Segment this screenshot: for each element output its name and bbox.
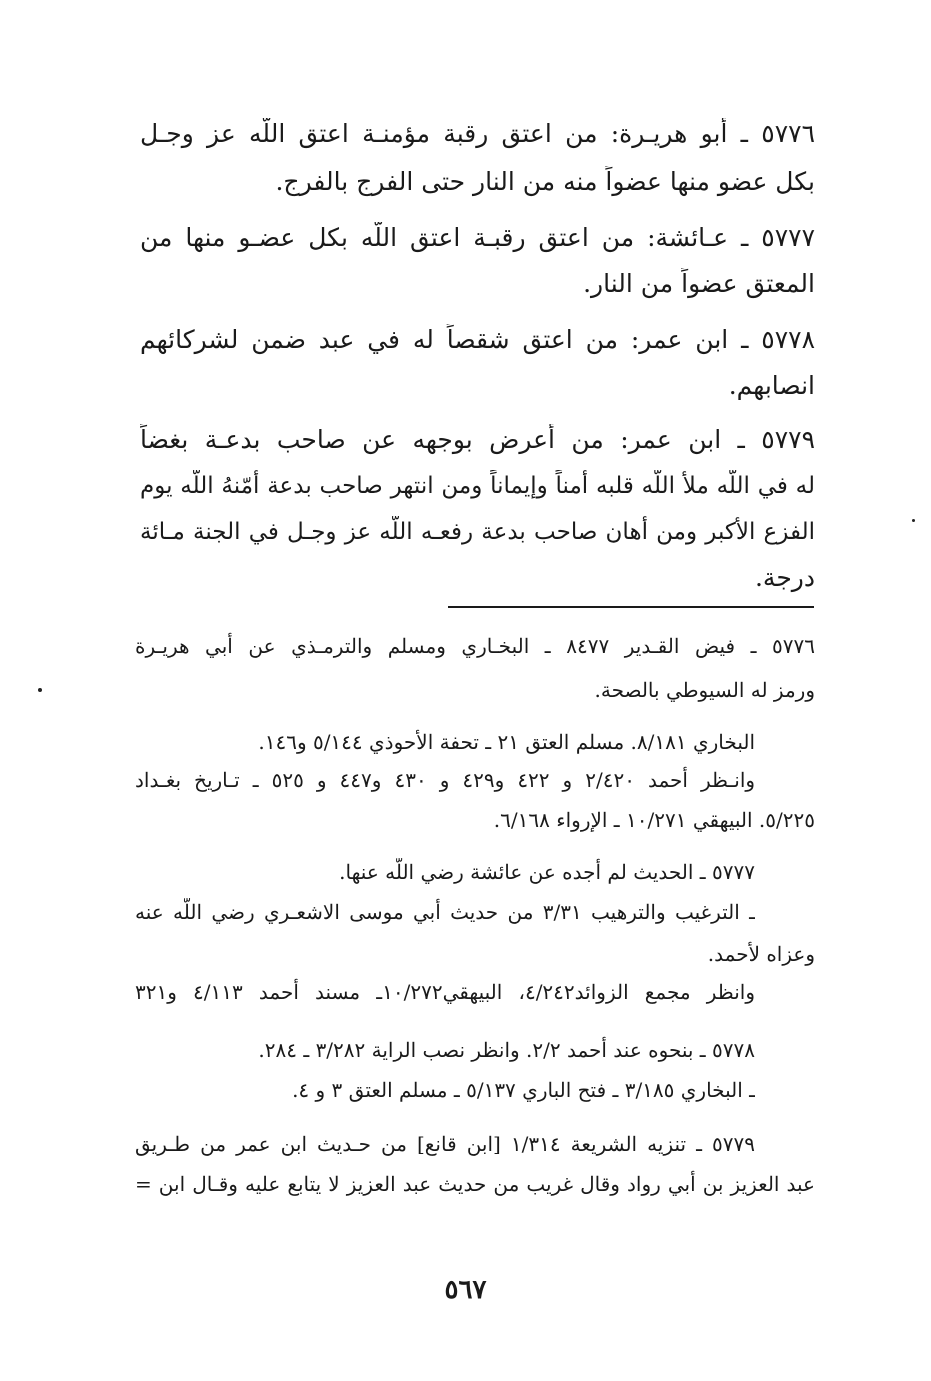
entry-5779-line-1: ٥٧٧٩ ـ ابن عمر: من أعرض بوجهه عن صاحب بدعـة بغضاً <box>140 425 815 454</box>
footnote-separator <box>448 606 814 608</box>
page-number: ٥٦٧ <box>444 1275 487 1305</box>
scan-speck <box>38 688 42 692</box>
entry-5776-line-1: ٥٧٧٦ ـ أبو هريـرة: من اعتق رقبة مؤمنـة اعتق اللّه عز وجـل <box>140 119 815 148</box>
entry-5779-line-4: درجة. <box>754 563 815 592</box>
entry-5778-line-2: انصابهم. <box>728 371 815 400</box>
footnote-5776-line-3: البخاري ٨/١٨١. مسلم العتق ٢١ ـ تحفة الأحوذي ٥/١٤٤ و١٤٦. <box>258 730 755 754</box>
footnote-5777-line-3: وعزاه لأحمد. <box>707 942 815 966</box>
footnote-5778-line-1: ٥٧٧٨ ـ بنحوه عند أحمد ٢/٢. وانظر نصب الراية ٣/٢٨٢ ـ ٢٨٤. <box>258 1038 755 1062</box>
footnote-5776-line-2: ورمز له السيوطي بالصحة. <box>594 678 815 702</box>
footnote-5777-line-4: وانظر مجمع الزوائد٤/٢٤٢، البيهقي١٠/٢٧٢ـ مسند أحمد ٤/١١٣ و٣٢١ <box>135 980 755 1004</box>
footnote-5776-line-5: ٥/٢٢٥. البيهقي ١٠/٢٧١ ـ الإرواء ٦/١٦٨. <box>493 808 815 832</box>
footnote-5776-line-4: وانـظر أحمد ٢/٤٢٠ و ٤٢٢ و٤٢٩ و ٤٣٠ و٤٤٧ و ٥٢٥ ـ تـاريخ بغـداد <box>135 768 755 792</box>
footnote-5776-line-1: ٥٧٧٦ ـ فيض القـدير ٨٤٧٧ ـ البخـاري ومسلم والترمـذي عن أبي هريـرة <box>135 634 815 658</box>
entry-5776-line-2: بكل عضو منها عضواً منه من النار حتى الفرج بالفرج. <box>275 167 815 196</box>
footnote-5779-line-1: ٥٧٧٩ ـ تنزيه الشريعة ١/٣١٤ [ابن قانع] من حـديث ابن عمر من طـريق <box>135 1132 755 1156</box>
footnote-5777-line-2: ـ الترغيب والترهيب ٣/٣١ من حديث أبي موسى الاشعـري رضي اللّه عنه <box>135 900 755 924</box>
entry-5777-line-2: المعتق عضواً من النار. <box>583 269 815 298</box>
scan-speck <box>912 519 915 522</box>
footnote-5779-line-2: عبد العزيز بن أبي رواد وقال غريب من حديث عبد العزيز لا يتابع عليه وقـال ابن = <box>135 1172 815 1196</box>
entry-5779-line-2: له في اللّه ملأ اللّه قلبه أمناً وإيماناً ومن انتهر صاحب بدعة أمّنهُ اللّه يوم <box>140 473 815 499</box>
footnote-5777-line-1: ٥٧٧٧ ـ الحديث لم أجده عن عائشة رضي اللّه عنها. <box>339 860 755 884</box>
footnote-5778-line-2: ـ البخاري ٣/١٨٥ ـ فتح الباري ٥/١٣٧ ـ مسلم العتق ٣ و ٤. <box>292 1078 755 1102</box>
entry-5779-line-3: الفزع الأكبر ومن أهان صاحب بدعة رفعـه اللّه عز وجـل في الجنة مـائة <box>140 519 815 545</box>
entry-5777-line-1: ٥٧٧٧ ـ عـائشة: من اعتق رقبـة اعتق اللّه بكل عضـو منها من <box>140 223 815 252</box>
entry-5778-line-1: ٥٧٧٨ ـ ابن عمر: من اعتق شقصاً له في عبد ضمن لشركائهم <box>140 325 815 354</box>
